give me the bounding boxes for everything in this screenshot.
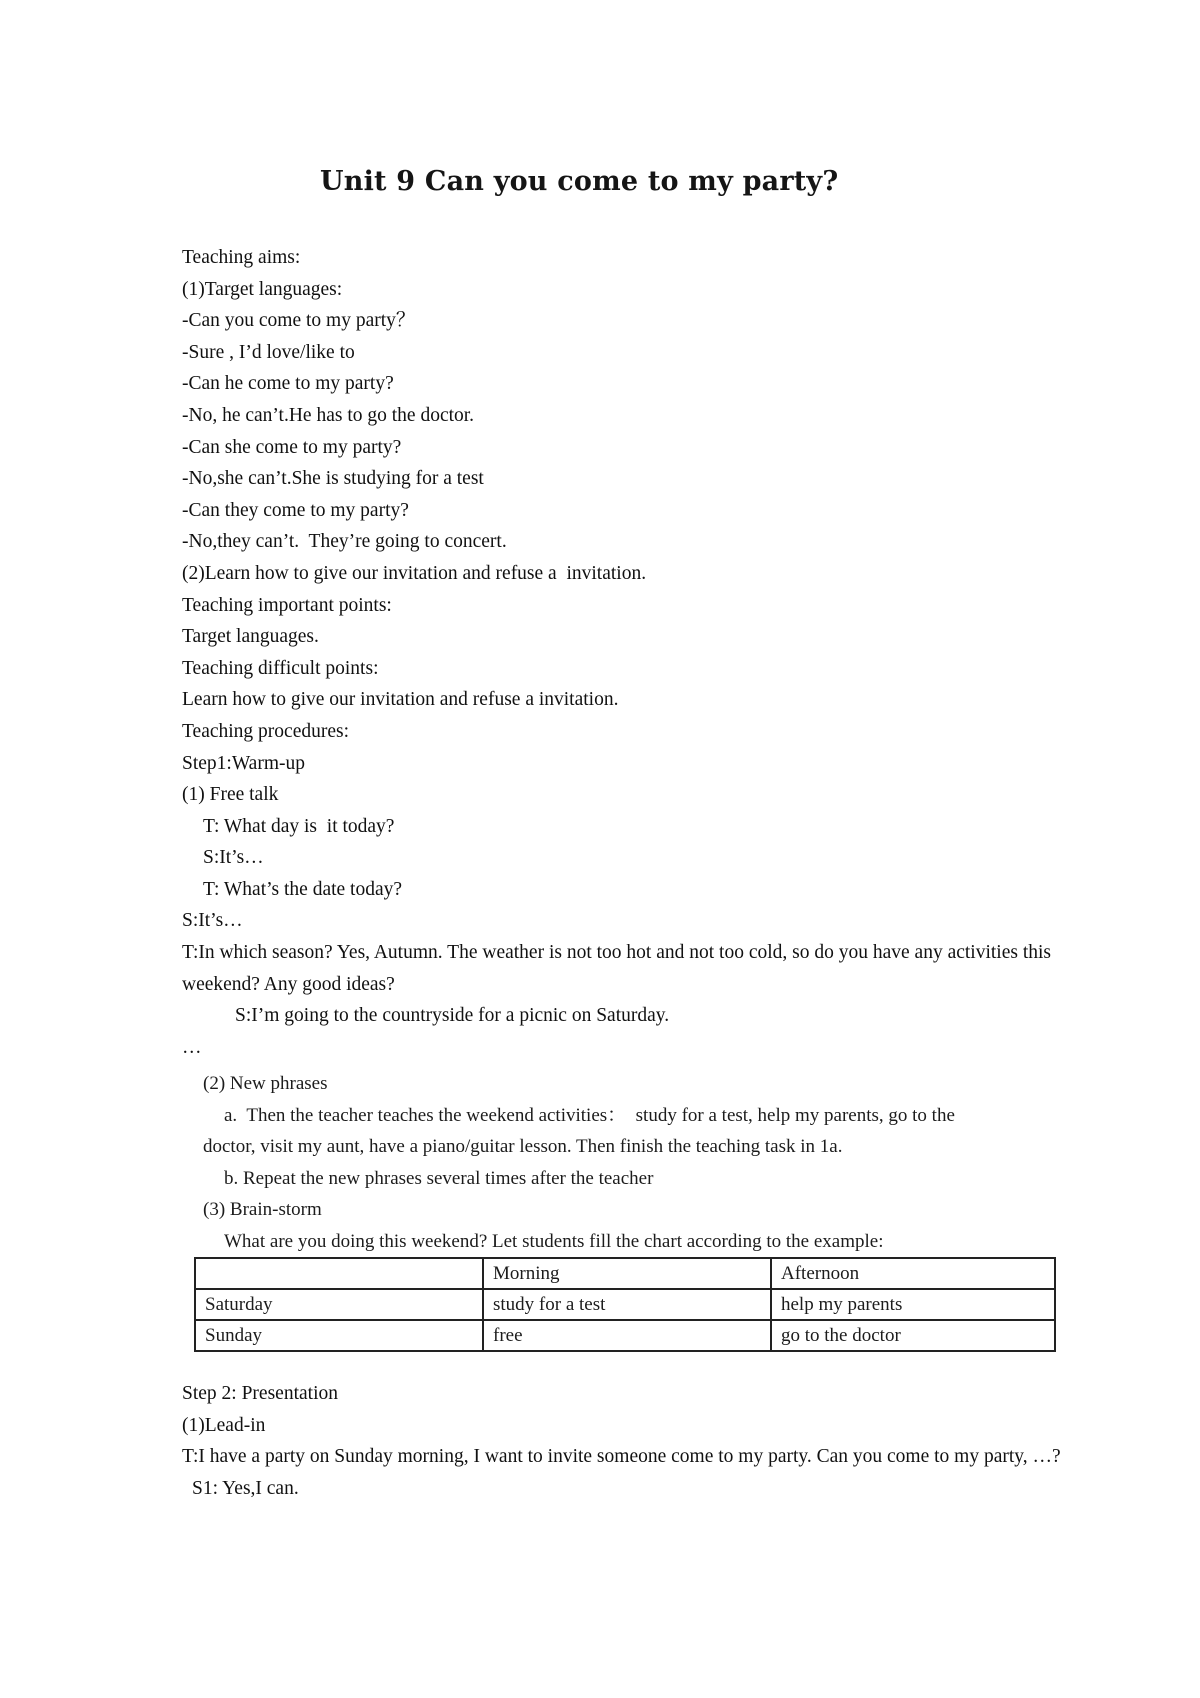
text-line: -Can he come to my party? (182, 373, 394, 395)
text-line: Step1:Warm-up (182, 752, 305, 774)
dialogue-paragraph: T:In which season? Yes, Autumn. The weather is not too hot and not too cold, so do you have any activities this weekend? Any good ideas? (182, 942, 1052, 995)
text-line: Teaching difficult points: (182, 657, 379, 679)
table-header-cell: Afternoon (771, 1258, 1055, 1289)
text-line: Target languages. (182, 626, 319, 648)
table-cell: go to the doctor (771, 1320, 1055, 1351)
text-line: -Can she come to my party? (182, 436, 402, 458)
text-line: -No,they can’t. They’re going to concert. (182, 531, 507, 553)
text-line: -Can you come to my party？ (182, 310, 416, 332)
text-line: a. Then the teacher teaches the weekend activities： study for a test, help my parents, go to the (224, 1104, 955, 1126)
dialogue-line: S:It’s… (203, 847, 264, 869)
table-header-cell: Morning (483, 1258, 771, 1289)
text-line: -No, he can’t.He has to go the doctor. (182, 404, 475, 426)
ellipsis: … (182, 1036, 202, 1058)
table-row (195, 1289, 1055, 1320)
text-line: Teaching important points: (182, 594, 392, 616)
section-heading: (3) Brain-storm (203, 1199, 322, 1221)
table-header-row (195, 1258, 1055, 1289)
text-line: (1)Target languages: (182, 278, 343, 300)
dialogue-line: T: What’s the date today? (203, 878, 403, 900)
text-line: b. Repeat the new phrases several times after the teacher (224, 1167, 654, 1189)
text-line: (1)Lead-in (182, 1414, 266, 1436)
text-line: (1) Free talk (182, 784, 279, 806)
text-line: doctor, visit my aunt, have a piano/guitar lesson. Then finish the teaching task in 1a. (203, 1136, 843, 1158)
teaching-plan-body (182, 242, 1062, 1063)
table-cell: Sunday (195, 1320, 483, 1351)
table-cell: help my parents (771, 1289, 1055, 1320)
table-cell: free (483, 1320, 771, 1351)
table-cell: study for a test (483, 1289, 771, 1320)
text-line: Learn how to give our invitation and refuse a invitation. (182, 689, 619, 711)
new-phrases-section (182, 1068, 1062, 1258)
table-header-cell (195, 1258, 483, 1289)
step-heading: Step 2: Presentation (182, 1383, 338, 1404)
table-cell: Saturday (195, 1289, 483, 1320)
text-line: Teaching aims: (182, 247, 301, 268)
text-line: Teaching procedures: (182, 720, 350, 742)
weekend-activities-table (194, 1257, 1056, 1352)
dialogue-line: S1: Yes,I can. (192, 1477, 299, 1499)
text-line: -Sure , I’d love/like to (182, 341, 355, 363)
dialogue-line: T: What day is it today? (203, 815, 395, 837)
presentation-section (182, 1378, 1062, 1504)
dialogue-line: S:It’s… (182, 910, 243, 932)
dialogue-line: S:I’m going to the countryside for a picnic on Saturday. (235, 1005, 670, 1027)
dialogue-paragraph: T:I have a party on Sunday morning, I want to invite someone come to my party. Can you come to my party, …? (182, 1446, 1061, 1468)
page-title: Unit 9 Can you come to my party? (320, 166, 839, 197)
section-heading: (2) New phrases (203, 1073, 328, 1094)
text-line: (2)Learn how to give our invitation and refuse a invitation. (182, 562, 647, 584)
text-line: -No,she can’t.She is studying for a test (182, 468, 484, 490)
instruction: What are you doing this weekend? Let students fill the chart according to the example: (224, 1230, 884, 1252)
text-line: -Can they come to my party? (182, 499, 409, 521)
table-row (195, 1320, 1055, 1351)
